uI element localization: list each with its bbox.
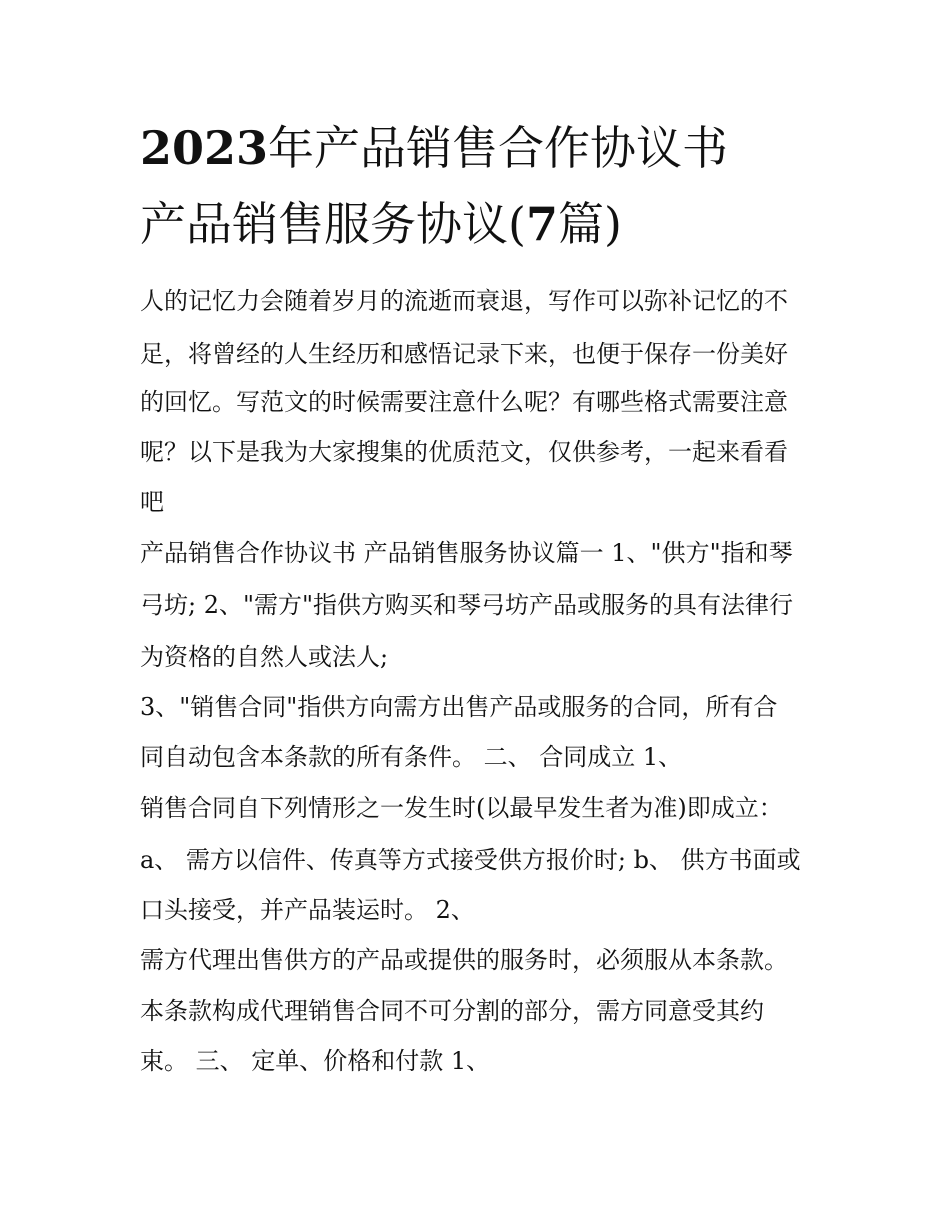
document-title-line-2 bbox=[140, 198, 820, 250]
body-line: a、 需方以信件、传真等方式接受供方报价时; b、 供方书面或 bbox=[140, 846, 801, 874]
body-line: 束。 三、 定单、价格和付款 1、 bbox=[140, 1047, 491, 1075]
body-line: 本条款构成代理销售合同不可分割的部分，需方同意受其约 bbox=[140, 997, 764, 1025]
title-line-2-text-a: 产品销售服务协议( bbox=[140, 197, 526, 251]
document-title-line-1 bbox=[140, 122, 820, 174]
body-line: 销售合同自下列情形之一发生时(以最早发生者为准)即成立： bbox=[140, 794, 783, 822]
body-line: 为资格的自然人或法人; bbox=[140, 643, 389, 671]
body-line: 产品销售合作协议书 产品销售服务协议篇一 1、"供方"指和琴 bbox=[140, 539, 793, 567]
body-line: 需方代理出售供方的产品或提供的服务时，必须服从本条款。 bbox=[140, 946, 788, 974]
title-count: 7 bbox=[525, 197, 558, 251]
body-line: 弓坊; 2、"需方"指供方购买和琴弓坊产品或服务的具有法律行 bbox=[140, 591, 794, 619]
body-line: 呢？以下是我为大家搜集的优质范文，仅供参考，一起来看看 bbox=[140, 438, 788, 466]
body-line: 人的记忆力会随着岁月的流逝而衰退，写作可以弥补记忆的不 bbox=[140, 287, 788, 315]
body-line: 足，将曾经的人生经历和感悟记录下来，也便于保存一份美好 bbox=[140, 340, 788, 368]
title-year: 2023 bbox=[140, 121, 269, 175]
body-line: 同自动包含本条款的所有条件。 二、 合同成立 1、 bbox=[140, 743, 683, 771]
title-line-2-text-b: 篇) bbox=[557, 197, 622, 251]
body-line: 吧 bbox=[140, 488, 164, 516]
title-line-1-text: 年产品销售合作协议书 bbox=[268, 121, 729, 175]
body-line: 口头接受，并产品装运时。 2、 bbox=[140, 896, 475, 924]
body-line: 3、"销售合同"指供方向需方出售产品或服务的合同，所有合 bbox=[140, 693, 778, 721]
body-line: 的回忆。写范文的时候需要注意什么呢？有哪些格式需要注意 bbox=[140, 388, 788, 416]
